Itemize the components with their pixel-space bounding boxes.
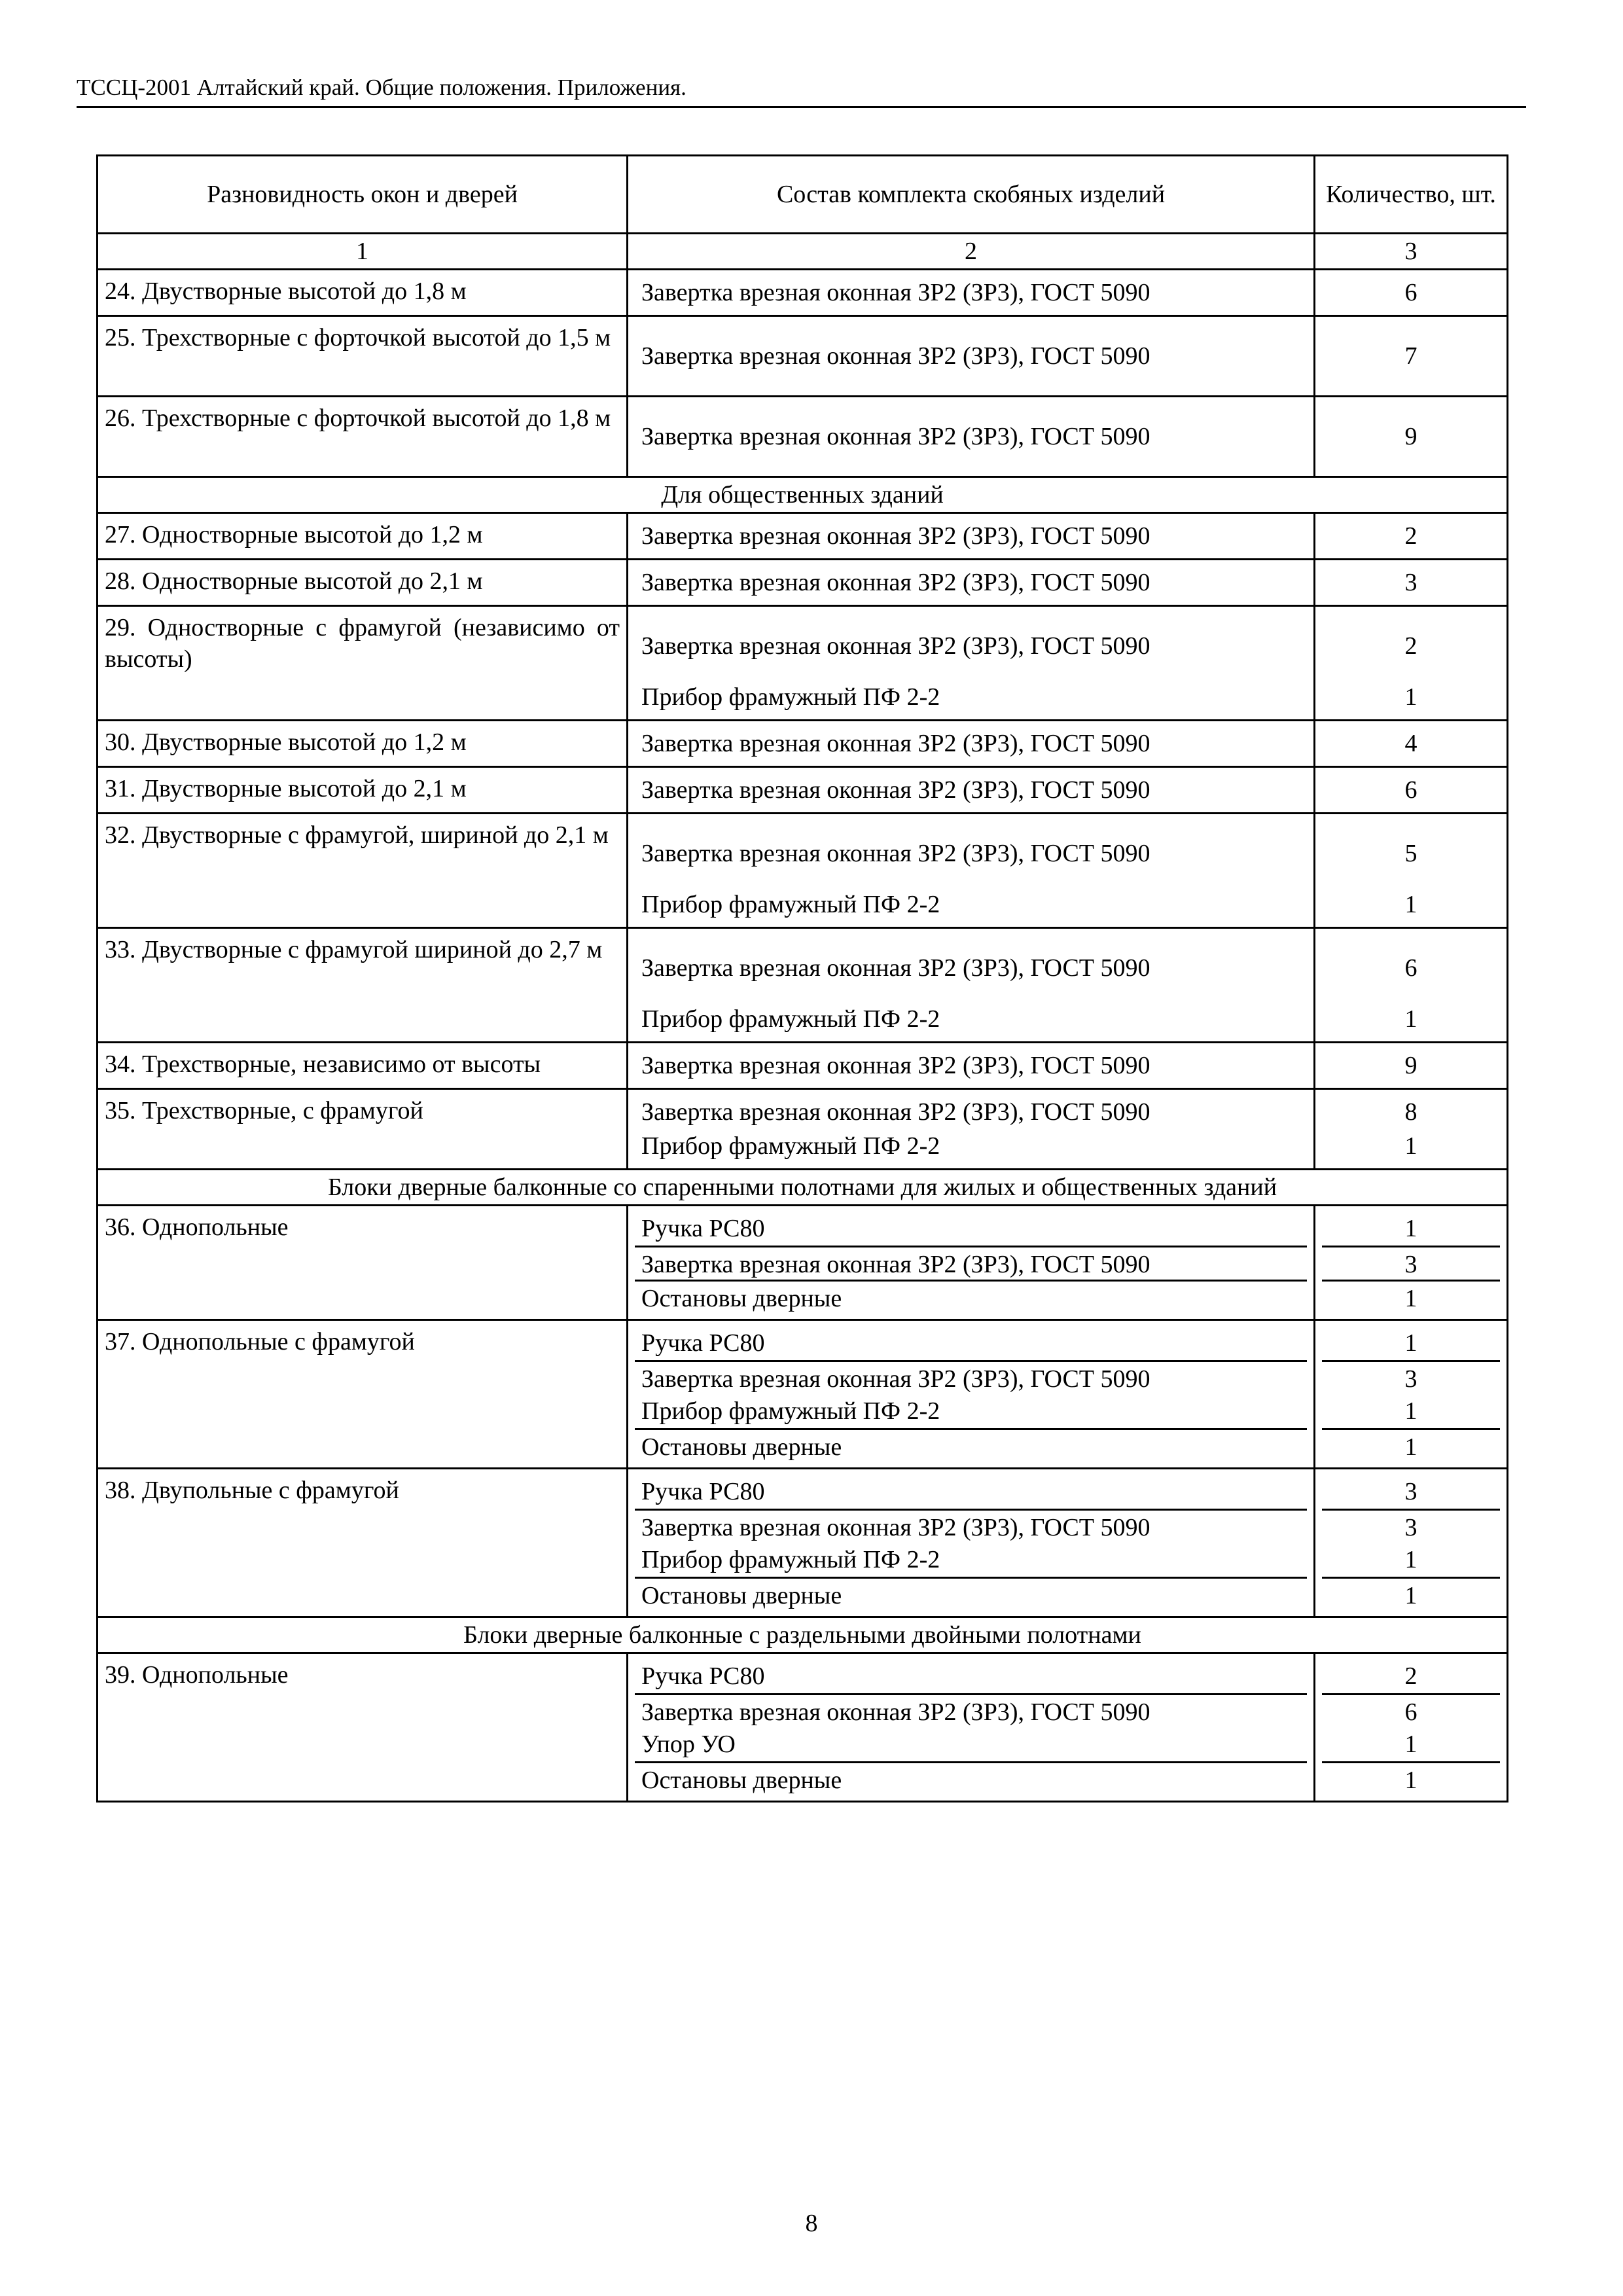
quantity-cell xyxy=(1315,316,1508,397)
quantity-cell xyxy=(1315,1089,1508,1170)
page-number: 8 xyxy=(805,2210,818,2237)
table-header-row xyxy=(98,156,1508,234)
hardware-item: Завертка врезная оконная ЗР2 (ЗР3), ГОСТ 5090 xyxy=(641,569,1150,596)
window-door-type: 33. Двустворные с фрамугой шириной до 2,7 м xyxy=(98,928,628,1043)
hardware-item: Завертка врезная оконная ЗР2 (ЗР3), ГОСТ 5090 xyxy=(635,1360,1307,1394)
hardware-cell xyxy=(628,767,1315,814)
hardware-cell xyxy=(628,1089,1315,1170)
hardware-item: Остановы дверные xyxy=(635,1577,1307,1611)
window-door-type: 29. Одностворные с фрамугой (независимо от высоты) xyxy=(98,606,628,721)
quantity-value: 9 xyxy=(1404,423,1418,450)
hardware-item: Остановы дверные xyxy=(635,1428,1307,1462)
column-header: Количество, шт. xyxy=(1315,156,1508,234)
quantity-value: 8 xyxy=(1404,1098,1418,1126)
table-row xyxy=(98,721,1508,767)
hardware-cell xyxy=(628,1206,1315,1320)
quantity-cell xyxy=(1315,928,1508,1043)
quantity-value: 1 xyxy=(1404,1132,1418,1160)
hardware-item: Завертка врезная оконная ЗР2 (ЗР3), ГОСТ 5090 xyxy=(641,423,1150,450)
table-row xyxy=(98,1320,1508,1469)
window-door-type: 28. Одностворные высотой до 2,1 м xyxy=(98,560,628,606)
hardware-item: Завертка врезная оконная ЗР2 (ЗР3), ГОСТ 5090 xyxy=(641,279,1150,306)
quantity-value: 1 xyxy=(1404,1215,1418,1242)
quantity-cell xyxy=(1315,270,1508,316)
window-door-type: 26. Трехстворные с форточкой высотой до 1,8 м xyxy=(98,397,628,477)
table-row xyxy=(98,1043,1508,1089)
quantity-cell xyxy=(1315,721,1508,767)
quantity-value: 6 xyxy=(1404,954,1418,982)
table-row xyxy=(98,316,1508,397)
quantity-value: 1 xyxy=(1404,1546,1418,1573)
hardware-cell xyxy=(628,928,1315,1043)
hardware-item: Завертка врезная оконная ЗР2 (ЗР3), ГОСТ 5090 xyxy=(635,1509,1307,1543)
quantity-value: 1 xyxy=(1322,1280,1500,1314)
table-row xyxy=(98,928,1508,1043)
hardware-cell xyxy=(628,270,1315,316)
window-door-type: 31. Двустворные высотой до 2,1 м xyxy=(98,767,628,814)
hardware-item: Ручка РС80 xyxy=(641,1329,765,1357)
section-row xyxy=(98,477,1508,513)
hardware-item: Завертка врезная оконная ЗР2 (ЗР3), ГОСТ 5090 xyxy=(641,730,1150,757)
window-door-type: 32. Двустворные с фрамугой, шириной до 2,1 м xyxy=(98,814,628,928)
column-number: 1 xyxy=(98,234,628,270)
table-row xyxy=(98,1653,1508,1802)
quantity-cell xyxy=(1315,814,1508,928)
quantity-value: 9 xyxy=(1404,1052,1418,1079)
hardware-cell xyxy=(628,1653,1315,1802)
window-door-type: 35. Трехстворные, с фрамугой xyxy=(98,1089,628,1170)
quantity-value: 1 xyxy=(1404,1005,1418,1033)
quantity-value: 1 xyxy=(1322,1428,1500,1462)
hardware-cell xyxy=(628,721,1315,767)
hardware-item: Завертка врезная оконная ЗР2 (ЗР3), ГОСТ 5090 xyxy=(641,632,1150,660)
hardware-item: Прибор фрамужный ПФ 2-2 xyxy=(641,1005,940,1033)
quantity-cell xyxy=(1315,513,1508,560)
hardware-item: Завертка врезная оконная ЗР2 (ЗР3), ГОСТ 5090 xyxy=(641,954,1150,982)
quantity-value: 1 xyxy=(1404,1329,1418,1357)
hardware-item: Завертка врезная оконная ЗР2 (ЗР3), ГОСТ 5090 xyxy=(641,840,1150,867)
hardware-cell xyxy=(628,1320,1315,1469)
column-header: Разновидность окон и дверей xyxy=(98,156,628,234)
hardware-cell xyxy=(628,1043,1315,1089)
quantity-value: 1 xyxy=(1404,1731,1418,1758)
table-row xyxy=(98,814,1508,928)
hardware-cell xyxy=(628,1469,1315,1617)
hardware-cell xyxy=(628,397,1315,477)
quantity-value: 7 xyxy=(1404,342,1418,370)
hardware-item: Упор УО xyxy=(641,1731,736,1758)
page-header: ТССЦ-2001 Алтайский край. Общие положения. Приложения. xyxy=(77,72,1526,108)
section-title: Для общественных зданий xyxy=(98,477,1508,513)
hardware-item: Завертка врезная оконная ЗР2 (ЗР3), ГОСТ 5090 xyxy=(641,776,1150,804)
hardware-item: Прибор фрамужный ПФ 2-2 xyxy=(641,1397,940,1425)
section-title: Блоки дверные балконные с раздельными двойными полотнами xyxy=(98,1617,1508,1653)
hardware-item: Завертка врезная оконная ЗР2 (ЗР3), ГОСТ 5090 xyxy=(635,1693,1307,1727)
window-door-type: 36. Однопольные xyxy=(98,1206,628,1320)
hardware-item: Завертка врезная оконная ЗР2 (ЗР3), ГОСТ 5090 xyxy=(635,1246,1307,1280)
column-number: 2 xyxy=(628,234,1315,270)
quantity-value: 1 xyxy=(1322,1761,1500,1795)
window-door-type: 30. Двустворные высотой до 1,2 м xyxy=(98,721,628,767)
quantity-value: 6 xyxy=(1404,279,1418,306)
quantity-cell xyxy=(1315,606,1508,721)
hardware-cell xyxy=(628,513,1315,560)
hardware-item: Завертка врезная оконная ЗР2 (ЗР3), ГОСТ 5090 xyxy=(641,1052,1150,1079)
quantity-cell xyxy=(1315,1043,1508,1089)
quantity-value: 3 xyxy=(1322,1246,1500,1280)
quantity-value: 1 xyxy=(1404,891,1418,918)
window-door-type: 25. Трехстворные с форточкой высотой до 1,5 м xyxy=(98,316,628,397)
table-row xyxy=(98,1089,1508,1170)
hardware-item: Прибор фрамужный ПФ 2-2 xyxy=(641,683,940,711)
hardware-cell xyxy=(628,606,1315,721)
table-row xyxy=(98,767,1508,814)
quantity-cell xyxy=(1315,1469,1508,1617)
quantity-value: 6 xyxy=(1404,776,1418,804)
quantity-value: 1 xyxy=(1404,683,1418,711)
hardware-item: Прибор фрамужный ПФ 2-2 xyxy=(641,891,940,918)
hardware-cell xyxy=(628,316,1315,397)
table-row xyxy=(98,606,1508,721)
window-door-type: 39. Однопольные xyxy=(98,1653,628,1802)
hardware-cell xyxy=(628,814,1315,928)
column-header: Состав комплекта скобяных изделий xyxy=(628,156,1315,234)
quantity-value: 6 xyxy=(1322,1693,1500,1727)
quantity-value: 3 xyxy=(1322,1509,1500,1543)
quantity-value: 5 xyxy=(1404,840,1418,867)
quantity-value: 2 xyxy=(1404,522,1418,550)
hardware-item: Ручка РС80 xyxy=(641,1662,765,1690)
window-door-type: 37. Однопольные с фрамугой xyxy=(98,1320,628,1469)
hardware-item: Ручка РС80 xyxy=(641,1215,765,1242)
table-row xyxy=(98,270,1508,316)
quantity-value: 3 xyxy=(1404,1478,1418,1505)
hardware-item: Прибор фрамужный ПФ 2-2 xyxy=(641,1132,940,1160)
quantity-cell xyxy=(1315,397,1508,477)
hardware-item: Завертка врезная оконная ЗР2 (ЗР3), ГОСТ 5090 xyxy=(641,522,1150,550)
window-door-type: 34. Трехстворные, независимо от высоты xyxy=(98,1043,628,1089)
quantity-cell xyxy=(1315,560,1508,606)
hardware-item: Завертка врезная оконная ЗР2 (ЗР3), ГОСТ 5090 xyxy=(641,342,1150,370)
table-row xyxy=(98,1206,1508,1320)
quantity-cell xyxy=(1315,1206,1508,1320)
quantity-value: 2 xyxy=(1404,1662,1418,1690)
hardware-item: Завертка врезная оконная ЗР2 (ЗР3), ГОСТ 5090 xyxy=(641,1098,1150,1126)
window-door-type: 24. Двустворные высотой до 1,8 м xyxy=(98,270,628,316)
quantity-cell xyxy=(1315,1320,1508,1469)
quantity-value: 1 xyxy=(1404,1397,1418,1425)
section-row xyxy=(98,1617,1508,1653)
table-row xyxy=(98,513,1508,560)
hardware-cell xyxy=(628,560,1315,606)
quantity-cell xyxy=(1315,1653,1508,1802)
hardware-table xyxy=(96,154,1508,1803)
quantity-cell xyxy=(1315,767,1508,814)
section-row xyxy=(98,1170,1508,1206)
column-number-row xyxy=(98,234,1508,270)
hardware-item: Остановы дверные xyxy=(635,1761,1307,1795)
hardware-item: Остановы дверные xyxy=(635,1280,1307,1314)
quantity-value: 1 xyxy=(1322,1577,1500,1611)
quantity-value: 2 xyxy=(1404,632,1418,660)
section-title: Блоки дверные балконные со спаренными полотнами для жилых и общественных зданий xyxy=(98,1170,1508,1206)
column-number: 3 xyxy=(1315,234,1508,270)
table-row xyxy=(98,397,1508,477)
hardware-item: Ручка РС80 xyxy=(641,1478,765,1505)
table-row xyxy=(98,560,1508,606)
hardware-item: Прибор фрамужный ПФ 2-2 xyxy=(641,1546,940,1573)
quantity-value: 3 xyxy=(1404,569,1418,596)
quantity-value: 4 xyxy=(1404,730,1418,757)
quantity-value: 3 xyxy=(1322,1360,1500,1394)
window-door-type: 38. Двупольные с фрамугой xyxy=(98,1469,628,1617)
window-door-type: 27. Одностворные высотой до 1,2 м xyxy=(98,513,628,560)
table-row xyxy=(98,1469,1508,1617)
